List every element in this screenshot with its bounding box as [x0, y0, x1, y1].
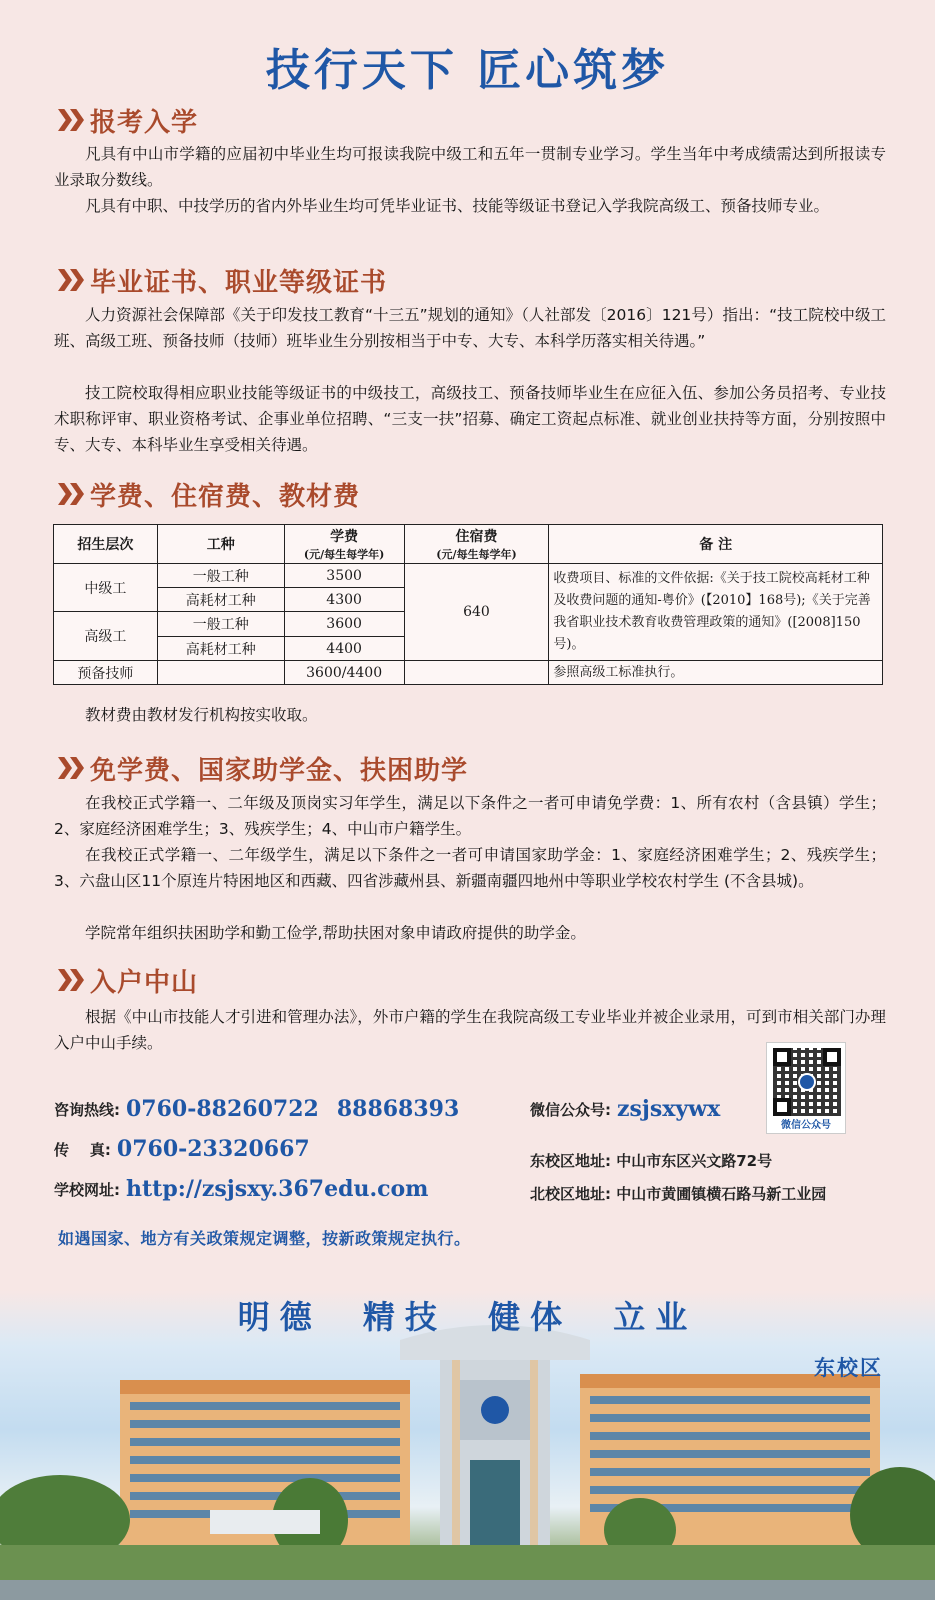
gate-pillar — [530, 1360, 538, 1550]
section-title: 报考入学 — [90, 107, 199, 138]
type-cell — [157, 661, 284, 685]
header-tuition-unit: (元/每生每学年) — [303, 548, 385, 561]
qr-label: 微信公众号 — [781, 1120, 831, 1131]
double-chevron-icon — [58, 109, 82, 131]
north-address-label: 北校区地址: — [530, 1185, 611, 1203]
hotline-label: 咨询热线: — [54, 1100, 120, 1119]
header-tuition-label: 学费 — [330, 529, 359, 545]
tuition-cell: 4300 — [284, 588, 404, 612]
north-address-value: 中山市黄圃镇横石路马新工业园 — [616, 1185, 827, 1203]
tuition-cell: 3600/4400 — [284, 661, 404, 685]
hotline-line — [54, 1096, 459, 1122]
fax-label: 传 真: — [54, 1140, 111, 1159]
campus-label: 东校区 — [814, 1356, 883, 1380]
section-title: 免学费、国家助学金、扶困助学 — [90, 755, 469, 786]
website-link[interactable]: http://zsjsxy.367edu.com — [126, 1176, 429, 1202]
qr-finder — [773, 1048, 791, 1066]
school-logo-icon — [798, 1073, 816, 1091]
certificates-paragraph-2: 技工院校取得相应职业技能等级证书的中级技工，高级技工、预备技师毕业生在应征入伍、参加公务员招考、专业技术职称评审、职业资格考试、企事业单位招聘、“三支一扶”招募、确定工资起点标准、就业创业扶持等方面，分别按照中专、大专、本科毕业生享受相关待遇。 — [54, 384, 886, 454]
school-motto: 明德 精技 健体 立业 — [237, 1298, 698, 1336]
page-title: 技行天下 匠心筑梦 — [265, 45, 670, 96]
household-paragraph-1: 根据《中山市技能人才引进和管理办法》，外市户籍的学生在我院高级工专业毕业并被企业录用，可到市相关部门办理入户中山手续。 — [54, 1008, 886, 1052]
note-cell: 收费项目、标准的文件依据:《关于技工院校高耗材工种及收费问题的通知-粤价》(【2010】168号);《关于完善我省职业技术教育收费管理政策的通知》([2008]150号)。 — [549, 564, 883, 661]
table-row — [54, 564, 883, 588]
type-cell: 一般工种 — [157, 564, 284, 588]
section-household-header — [58, 962, 198, 998]
header-tuition — [284, 525, 404, 564]
aid-paragraph-3: 学院常年组织扶困助学和勤工俭学,帮助扶困对象申请政府提供的助学金。 — [85, 924, 586, 942]
textbook-fee-note: 教材费由教材发行机构按实收取。 — [85, 706, 318, 724]
type-cell: 高耗材工种 — [157, 637, 284, 661]
website-line — [54, 1176, 428, 1202]
table-header-row — [54, 525, 883, 564]
wechat-label: 微信公众号: — [530, 1100, 611, 1119]
tuition-cell: 3500 — [284, 564, 404, 588]
north-campus-address — [530, 1183, 826, 1204]
qr-finder — [773, 1098, 791, 1116]
hotline-number-1[interactable]: 0760-88260722 — [126, 1096, 319, 1122]
double-chevron-icon — [58, 757, 82, 779]
aid-paragraph-2: 在我校正式学籍一、二年级学生，满足以下条件之一者可申请国家助学金：1、家庭经济困难学生；2、残疾学生；3、六盘山区11个原连片特困地区和西藏、四省涉藏州县、新疆南疆四地州中等职业学校农村学生 (不含县城)。 — [54, 846, 886, 890]
school-emblem-icon — [481, 1396, 509, 1424]
admission-paragraph-1: 凡具有中山市学籍的应届初中毕业生均可报读我院中级工和五年一贯制专业学习。学生当年中考成绩需达到所报读专业录取分数线。 — [54, 145, 886, 189]
gate-pillar — [452, 1360, 460, 1550]
fax-number: 0760-23320667 — [116, 1136, 310, 1162]
website-label: 学校网址: — [54, 1180, 120, 1199]
section-title: 入户中山 — [90, 967, 199, 998]
type-cell: 高耗材工种 — [157, 588, 284, 612]
certificates-paragraph-1: 人力资源社会保障部《关于印发技工教育“十三五”规划的通知》（人社部发〔2016〕121号）指出：“技工院校中级工班、高级工班、预备技师（技师）班毕业生分别按相当于中专、大专、本科学历落实相关待遇。” — [54, 306, 886, 350]
aid-paragraph-1: 在我校正式学籍一、二年级及顶岗实习年学生，满足以下条件之一者可申请免学费：1、所有农村（含县镇）学生；2、家庭经济困难学生；3、残疾学生；4、中山市户籍学生。 — [54, 794, 886, 838]
gate-entrance — [470, 1460, 520, 1550]
header-dorm — [404, 525, 549, 564]
table-row — [54, 661, 883, 685]
admission-paragraph-2: 凡具有中职、中技学历的省内外毕业生均可凭毕业证书、技能等级证书登记入学我院高级工、预备技师专业。 — [85, 197, 830, 215]
fax-line — [54, 1136, 310, 1162]
note-cell: 参照高级工标准执行。 — [549, 661, 883, 685]
left-roof — [120, 1380, 410, 1394]
section-aid-header — [58, 750, 468, 786]
dorm-cell: 640 — [404, 564, 549, 661]
header-level: 招生层次 — [54, 525, 158, 564]
east-address-value: 中山市东区兴文路72号 — [616, 1152, 773, 1170]
wechat-account[interactable]: zsjsxywx — [617, 1096, 721, 1122]
hotline-number-2[interactable]: 88868393 — [336, 1096, 460, 1122]
section-certificates-header — [58, 262, 387, 298]
school-sign — [210, 1510, 320, 1534]
fee-table — [53, 524, 883, 685]
level-cell: 高级工 — [54, 612, 158, 661]
section-title: 毕业证书、职业等级证书 — [90, 267, 388, 298]
east-campus-address — [530, 1150, 772, 1171]
header-type: 工种 — [157, 525, 284, 564]
header-dorm-label: 住宿费 — [455, 529, 498, 545]
double-chevron-icon — [58, 969, 82, 991]
double-chevron-icon — [58, 269, 82, 291]
dorm-cell-empty — [404, 661, 549, 685]
qr-finder — [823, 1048, 841, 1066]
double-chevron-icon — [58, 483, 82, 505]
tuition-cell: 4400 — [284, 637, 404, 661]
type-cell: 一般工种 — [157, 612, 284, 637]
section-admission-header — [58, 102, 198, 138]
level-cell: 中级工 — [54, 564, 158, 612]
east-address-label: 东校区地址: — [530, 1152, 611, 1170]
wechat-qr-code[interactable] — [766, 1042, 846, 1134]
header-note: 备 注 — [549, 525, 883, 564]
tuition-cell: 3600 — [284, 612, 404, 637]
section-fees-header — [58, 476, 360, 512]
level-cell: 预备技师 — [54, 661, 158, 685]
policy-note: 如遇国家、地方有关政策规定调整，按新政策规定执行。 — [58, 1229, 471, 1248]
section-title: 学费、住宿费、教材费 — [90, 481, 361, 512]
road — [0, 1580, 935, 1600]
wechat-line — [530, 1096, 720, 1122]
header-dorm-unit: (元/每生每学年) — [436, 548, 517, 561]
